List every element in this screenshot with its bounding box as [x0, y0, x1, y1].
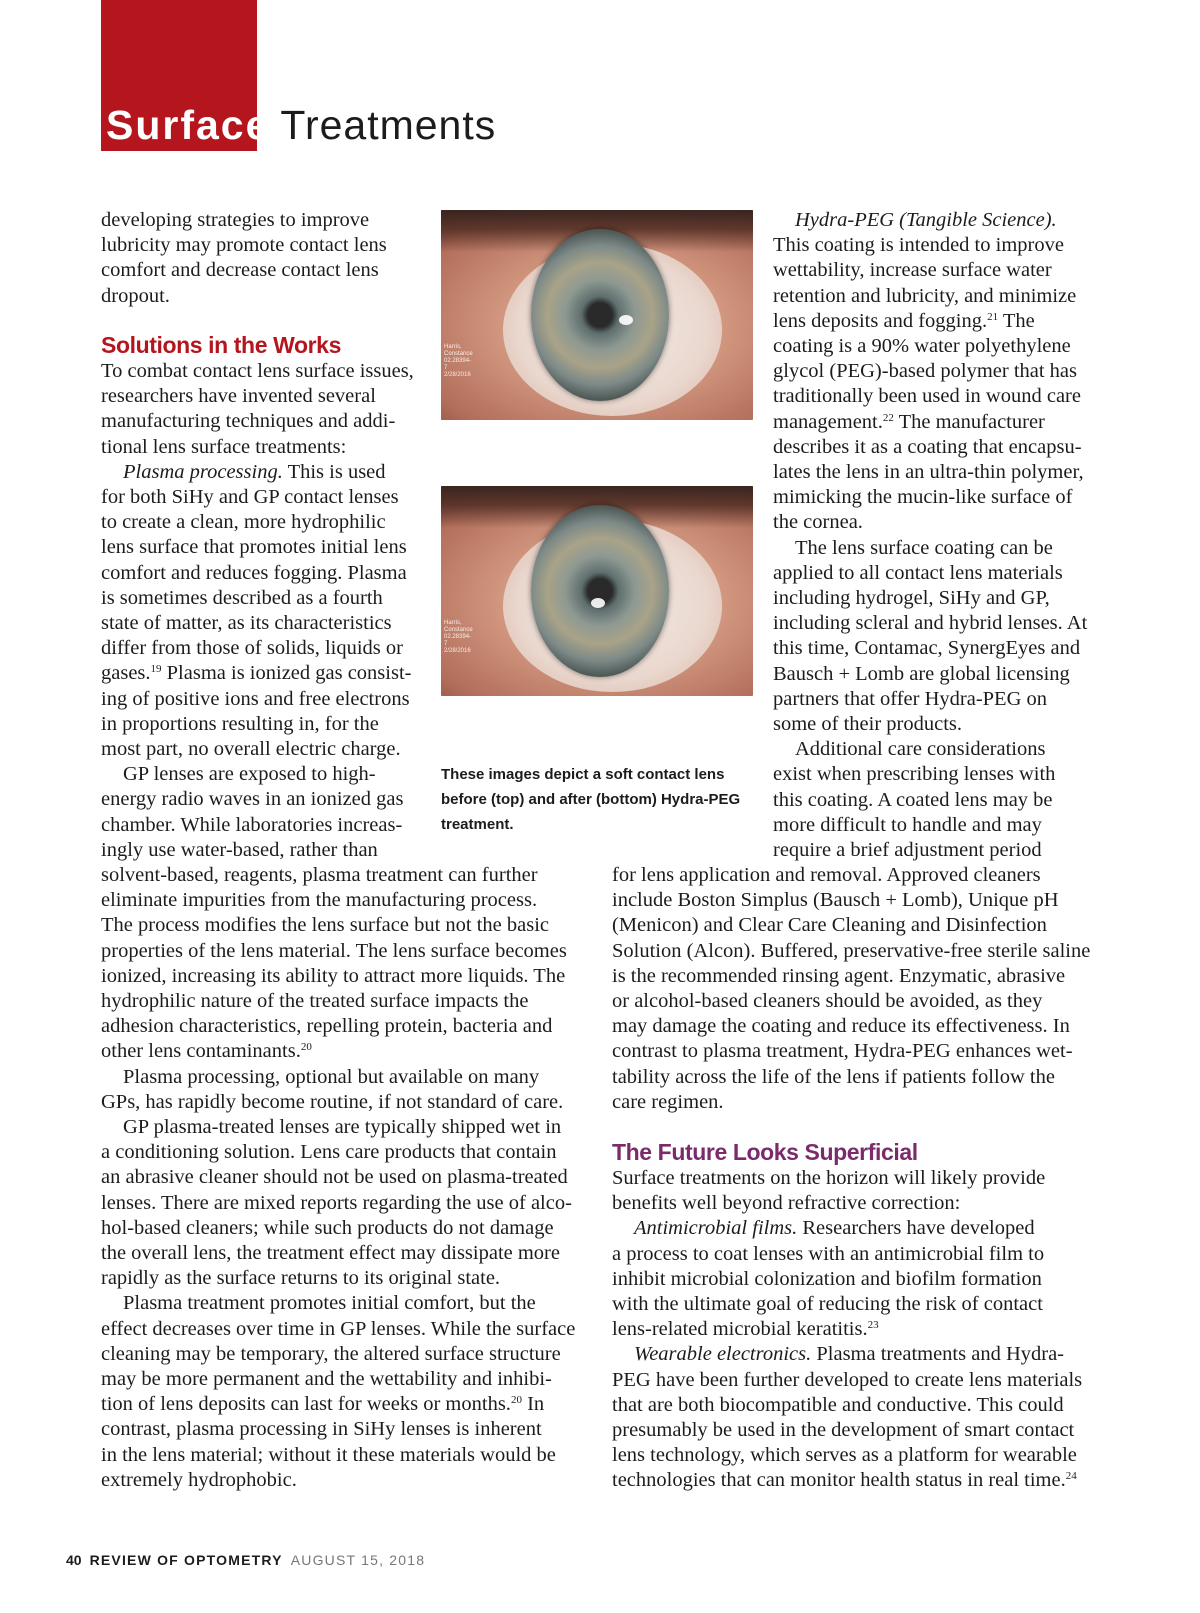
magazine-name: REVIEW OF OPTOMETRY — [89, 1552, 283, 1568]
footnote-ref: 19 — [150, 663, 162, 676]
figure-caption: These images depict a soft contact lens before (top) and after (bottom) Hydra-PEG treatment. — [441, 766, 741, 833]
hydra-peg-label: Hydra-PEG (Tangible Science). — [795, 209, 1057, 231]
light-reflection — [619, 315, 633, 325]
section-title-light: Treatments — [280, 102, 497, 148]
photo-stamp: Harris, Constance 02.28394-7 2/28/2016 — [444, 344, 473, 379]
eye-photo-before — [441, 210, 753, 420]
footnote-ref: 21 — [987, 310, 999, 323]
intro-paragraph: developing strategies to improve lubricity may promote contact lens comfort and decrease contact lens dropout. — [101, 209, 387, 307]
footnote-ref: 23 — [867, 1319, 879, 1332]
plasma-processing-label: Plasma processing. — [123, 460, 283, 483]
section-title-bold: Surface — [106, 102, 271, 148]
eye-photo-after — [441, 486, 753, 696]
heading-solutions: Solutions in the Works — [101, 332, 341, 358]
issue-date: AUGUST 15, 2018 — [290, 1552, 426, 1568]
photo-stamp: Harris, Constance 02.28394-7 2/28/2016 — [444, 620, 473, 655]
future-paragraph: Surface treatments on the horizon will likely provide benefits well beyond refractive correction: Antimicrobial films. Researchers have developed a process to coat lenses with an antimicrobial film to inhibit microbial colonization and biofilm formation with the ultimate goal of reducing the risk of contact lens-related microbial keratitis.$^{23}$ Wearable electronics. Plasma treatments and Hydra- PEG have been further developed to create lens materials that are both biocompatible and conductive. This could presumably be used in the development of smart contact lens technology, which serves as a platform for wearable technologies that can monitor health status in real time.$^{24}$ — [612, 1167, 1083, 1492]
footnote-ref: 20 — [300, 1041, 312, 1054]
page-footer — [66, 1550, 425, 1570]
footnote-ref: 24 — [1065, 1470, 1077, 1483]
heading-future: The Future Looks Superficial — [612, 1139, 918, 1165]
plasma-wide-paragraph: solvent-based, reagents, plasma treatment can further eliminate impurities from the manufacturing process. The process modifies the lens surface but not the basic properties of the lens material. The lens surface becomes ionized, increasing its ability to attract more liquids. The hydrophilic nature of the treated surface impacts the adhesion characteristics, repelling protein, bacteria and other lens contaminants.$^{20}$ Plasma processing, optional but available on many GPs, has rapidly become routine, if not standard of care. GP plasma-treated lenses are typically shipped wet in a conditioning solution. Lens care products that contain an abrasive cleaner should not be used on plasma-treated lenses. There are mixed reports regarding the use of alco- hol-based cleaners; while such products do not damage the overall lens, the treatment effect may dissipate more rapidly as the surface returns to its original state. Plasma treatment promotes initial comfort, but the effect decreases over time in GP lenses. While the surface cleaning may be temporary, the altered surface structure may be more permanent and the wettability and inhibi- tion of lens deposits can last for weeks or months.$^{20}$ In contrast, plasma processing in SiHy lenses is inherent in the lens material; without it these materials would be extremely hydrophobic. — [101, 864, 576, 1491]
iris — [531, 229, 668, 401]
light-reflection — [591, 598, 605, 608]
solutions-paragraph: To combat contact lens surface issues, researchers have invented several manufacturing techniques and addi- tional lens surface treatments: Plasma processing. This is used for both SiHy and GP contact lenses to create a clean, more hydrophilic lens surface that promotes initial lens comfort and reduces fogging. Plasma is sometimes described as a fourth state of matter, as its characteristics differ from those of solids, liquids or gases.$^{19}$ Plasma is ionized gas consist- ing of positive ions and free electrons in proportions resulting in, for the most part, no overall electric charge. GP lenses are exposed to high- energy radio waves in an ionized gas chamber. While laboratories increas- ingly use water-based, rather than — [101, 360, 414, 861]
wearable-label: Wearable electronics. — [634, 1343, 812, 1366]
footnote-ref: 22 — [882, 411, 894, 424]
care-wide-paragraph: for lens application and removal. Approved cleaners include Boston Simplus (Bausch + Lomb), Unique pH (Menicon) and Clear Care Cleaning and Disinfection Solution (Alcon). Buffered, preservative-free sterile saline is the recommended rinsing agent. Enzymatic, abrasive or alcohol-based cleaners should be avoided, as they may damage the coating and reduce its effectiveness. In contrast to plasma treatment, Hydra-PEG enhances wet- tability across the life of the lens if patients follow the care regimen. — [612, 864, 1091, 1113]
page-number: 40 — [66, 1552, 82, 1568]
footnote-ref: 20 — [510, 1394, 522, 1407]
antimicrobial-label: Antimicrobial films. — [634, 1217, 798, 1240]
page-section-title — [106, 100, 496, 150]
hydra-peg-paragraph: Hydra-PEG (Tangible Science). This coating is intended to improve wettability, increase surface water retention and lubricity, and minimize lens deposits and fogging.$^{21}$ The coating is a 90% water polyethylene glycol (PEG)-based polymer that has traditionally been used in wound care management.$^{22}$ The manufacturer describes it as a coating that encapsu- lates the lens in an ultra-thin polymer, mimicking the mucin-like surface of the cornea. The lens surface coating can be applied to all contact lens materials including hydrogel, SiHy and GP, including scleral and hybrid lenses. At this time, Contamac, SynergEyes and Bausch + Lomb are global licensing partners that offer Hydra-PEG on some of their products. Additional care considerations exist when prescribing lenses with this coating. A coated lens may be more difficult to handle and may require a brief adjustment period — [773, 209, 1088, 862]
iris — [531, 505, 668, 677]
